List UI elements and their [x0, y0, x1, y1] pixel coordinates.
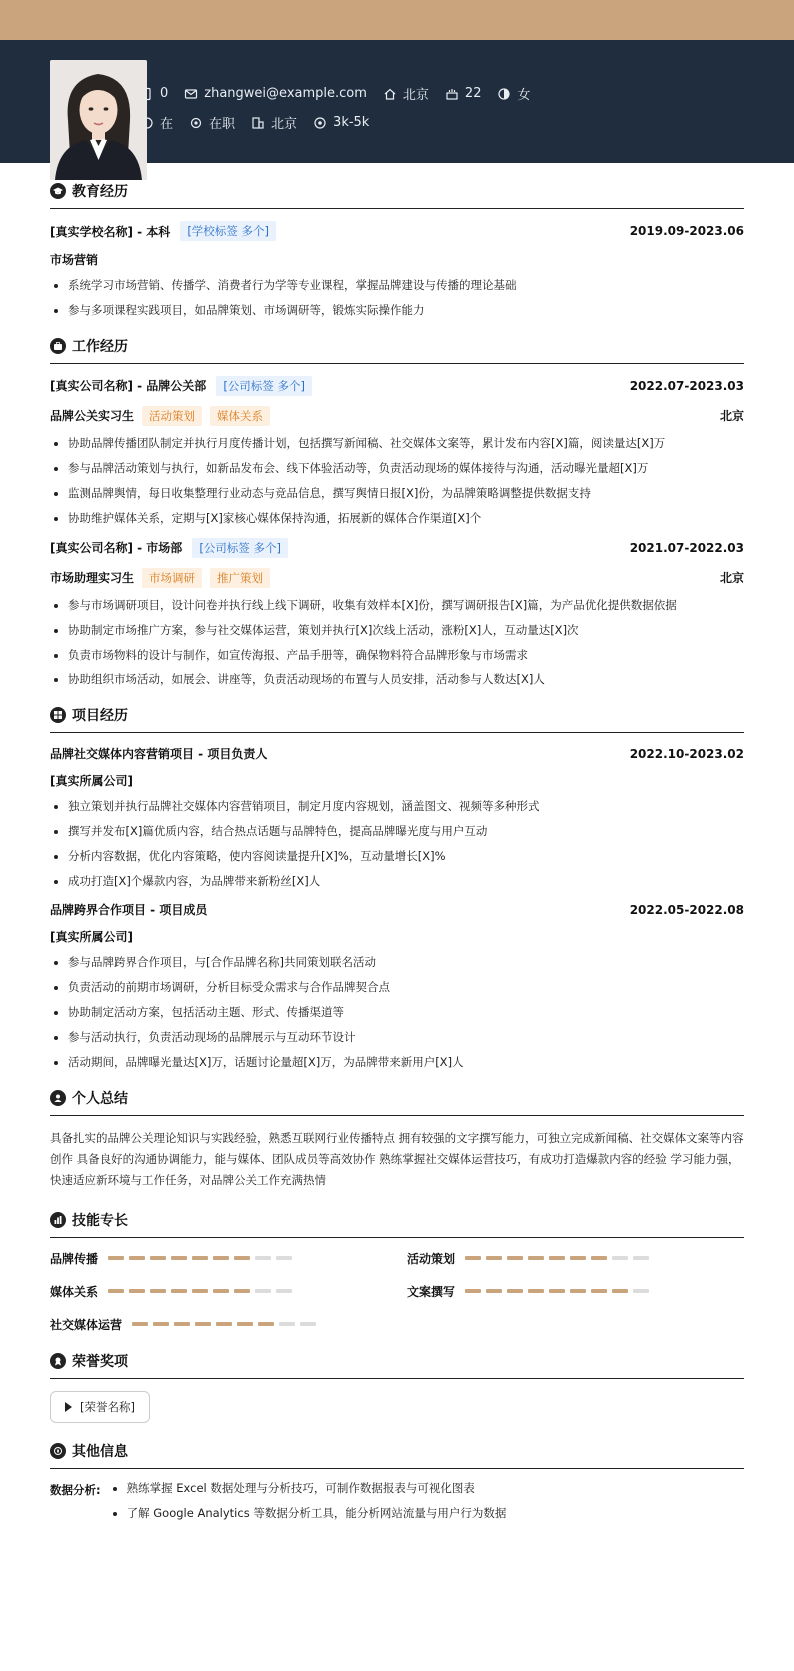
honors-header [50, 1351, 744, 1379]
company-tag: [公司标签 多个] [216, 376, 312, 396]
company-tag: [公司标签 多个] [192, 538, 288, 558]
contact-text: 0 [160, 86, 169, 101]
summary-text: 具备扎实的品牌公关理论知识与实践经验，熟悉互联网行业传播特点 拥有较强的文字撰写能力，可独立完成新闻稿、社交媒体文案等内容创作 具备良好的沟通协调能力，能与媒体、团队成员等高效协作 熟练掌握社交媒体运营技巧，有成功打造爆款内容的经验 学习能力强，快速适应新环境与工作任务，对品牌公关工作充满热情 [50, 1130, 744, 1188]
skill-level-segment [174, 1322, 190, 1326]
job-role-row [50, 406, 744, 426]
education-bullets [50, 278, 744, 318]
skill-name: 品牌传播 [50, 1251, 99, 1266]
skill-level-segment [192, 1256, 208, 1260]
contact-item [189, 113, 235, 132]
work-title: 工作经历 [72, 338, 128, 355]
skill-level-segment [507, 1289, 523, 1293]
job-bullets [50, 436, 744, 526]
education-date: 2019.09-2023.06 [629, 224, 744, 238]
skill-name: 文案撰写 [407, 1284, 456, 1299]
skill-level-bar [465, 1289, 654, 1293]
building-icon [251, 116, 265, 130]
education-title: 教育经历 [72, 184, 128, 200]
grid-icon [50, 707, 66, 723]
job-date: 2021.07-2022.03 [629, 540, 744, 555]
skill-level-segment [276, 1256, 292, 1260]
other-title: 其他信息 [72, 1443, 128, 1460]
list-item: 独立策划并执行品牌社交媒体内容营销项目，制定月度内容规划，涵盖图文、视频等多种形式 [50, 799, 744, 814]
job-company-row [50, 538, 744, 558]
project-company: [真实所属公司] [50, 774, 133, 789]
skill-level-segment [276, 1289, 292, 1293]
other-bullets [109, 1481, 744, 1531]
list-item: 系统学习市场营销、传播学、消费者行为学等专业课程，掌握品牌建设与传播的理论基础 [50, 278, 744, 293]
contact-item [383, 84, 429, 103]
contact-text: 女 [517, 88, 531, 103]
skill-level-segment [213, 1256, 229, 1260]
skill-level-segment [108, 1289, 124, 1293]
job-bullets [50, 598, 744, 688]
skill-level-segment [486, 1256, 502, 1260]
education-major-row [50, 251, 744, 268]
skill-level-segment [507, 1256, 523, 1260]
project-bullets [50, 955, 744, 1070]
skill-level-segment [570, 1256, 586, 1260]
list-item: 监测品牌舆情，每日收集整理行业动态与竞品信息，撰写舆情日报[X]份，为品牌策略调整提供数据支持 [50, 486, 744, 501]
skills-header [50, 1210, 744, 1238]
project-date: 2022.05-2022.08 [629, 902, 744, 917]
skill-name: 活动策划 [407, 1251, 456, 1266]
skills-section [50, 1210, 744, 1333]
skill-level-segment [528, 1256, 544, 1260]
award-icon [50, 1353, 66, 1369]
skill-level-segment [570, 1289, 586, 1293]
skill-level-segment [549, 1256, 565, 1260]
job-date: 2022.07-2023.03 [629, 378, 744, 393]
projects-header [50, 705, 744, 733]
contact-text: 3k-5k [333, 115, 370, 130]
skill-level-segment [150, 1289, 166, 1293]
list-item: 负责市场物料的设计与制作，如宣传海报、产品手册等，确保物料符合品牌形象与市场需求 [50, 648, 744, 663]
education-section [50, 181, 744, 318]
other-info [50, 1481, 744, 1537]
project-name-row [50, 901, 744, 918]
job-entry [50, 376, 744, 526]
skill-level-segment [258, 1322, 274, 1326]
project-name-row [50, 745, 744, 762]
job-role: 品牌公关实习生 [50, 409, 135, 424]
company-name: [真实公司名称] - 品牌公关部 [50, 379, 207, 394]
company-name: [真实公司名称] - 市场部 [50, 541, 183, 556]
contact-item [251, 113, 297, 132]
job-role-row [50, 568, 744, 588]
skill-level-segment [234, 1289, 250, 1293]
list-item: 协助制定市场推广方案，参与社交媒体运营，策划并执行[X]次线上活动，涨粉[X]人，互动量达[X]次 [50, 623, 744, 638]
skill-level-segment [465, 1256, 481, 1260]
skill-level-bar [108, 1289, 297, 1293]
major-name: 市场营销 [50, 253, 99, 267]
skill-level-bar [108, 1256, 297, 1260]
skill-level-segment [633, 1256, 649, 1260]
skill-level-segment [129, 1289, 145, 1293]
skill-level-segment [108, 1256, 124, 1260]
contact-text: 北京 [402, 88, 429, 103]
contact-item [445, 86, 482, 101]
other-header [50, 1441, 744, 1469]
skill-level-segment [234, 1256, 250, 1260]
user-icon [50, 1090, 66, 1106]
header-band [0, 40, 794, 163]
list-item: 撰写并发布[X]篇优质内容，结合热点话题与品牌特色，提高品牌曝光度与用户互动 [50, 824, 744, 839]
education-header [50, 181, 744, 209]
salary-icon [313, 116, 327, 130]
list-item: 参与品牌跨界合作项目，与[合作品牌名称]共同策划联名活动 [50, 955, 744, 970]
contact-line-1 [140, 84, 546, 103]
work-section [50, 336, 744, 688]
list-item: 参与多项课程实践项目，如品牌策划、市场调研等，锻炼实际操作能力 [50, 303, 744, 318]
briefcase-icon [50, 338, 66, 354]
list-item: 参与活动执行，负责活动现场的品牌展示与互动环节设计 [50, 1030, 744, 1045]
skill-level-segment [153, 1322, 169, 1326]
project-name: 品牌跨界合作项目 - 项目成员 [50, 903, 208, 918]
project-entry [50, 745, 744, 889]
other-section [50, 1441, 744, 1537]
skill-item [407, 1250, 744, 1267]
top-accent-bar [0, 0, 794, 40]
skill-level-segment [279, 1322, 295, 1326]
honors-title: 荣誉奖项 [72, 1353, 128, 1370]
skill-level-segment [528, 1289, 544, 1293]
graduation-cap-icon [50, 183, 66, 199]
list-item: 负责活动的前期市场调研，分析目标受众需求与合作品牌契合点 [50, 980, 744, 995]
summary-header [50, 1088, 744, 1116]
home-icon [383, 87, 397, 101]
list-item: 分析内容数据，优化内容策略，使内容阅读量提升[X]%，互动量增长[X]% [50, 849, 744, 864]
skill-item [50, 1250, 387, 1267]
gender-icon [497, 87, 511, 101]
contact-text: 22 [464, 86, 482, 101]
skill-level-segment [612, 1289, 628, 1293]
age-icon [445, 87, 459, 101]
list-item: 参与品牌活动策划与执行，如新品发布会、线下体验活动等，负责活动现场的媒体接待与沟通，活动曝光量超[X]万 [50, 461, 744, 476]
skill-level-segment [150, 1256, 166, 1260]
skill-level-segment [192, 1289, 208, 1293]
project-company: [真实所属公司] [50, 930, 133, 945]
list-item: 了解 Google Analytics 等数据分析工具，能分析网站流量与用户行为数据 [109, 1506, 744, 1521]
job-entry [50, 538, 744, 688]
project-date: 2022.10-2023.02 [629, 746, 744, 761]
list-item: 活动期间，品牌曝光量达[X]万，话题讨论量超[X]万，为品牌带来新用户[X]人 [50, 1055, 744, 1070]
list-item: 熟练掌握 Excel 数据处理与分析技巧，可制作数据报表与可视化图表 [109, 1481, 744, 1496]
contact-line-2 [140, 113, 385, 132]
projects-section [50, 705, 744, 1069]
compass-icon [50, 1443, 66, 1459]
mail-icon [184, 87, 198, 101]
list-item: 成功打造[X]个爆款内容，为品牌带来新粉丝[X]人 [50, 874, 744, 889]
skill-level-segment [300, 1322, 316, 1326]
skills-grid [50, 1250, 744, 1333]
skills-title: 技能专长 [72, 1212, 128, 1229]
project-bullets [50, 799, 744, 889]
contact-text: zhangwei@example.com [204, 86, 367, 101]
education-school-row [50, 221, 744, 241]
project-name: 品牌社交媒体内容营销项目 - 项目负责人 [50, 747, 268, 762]
skill-level-segment [255, 1256, 271, 1260]
project-company-row [50, 928, 744, 945]
skill-level-segment [171, 1256, 187, 1260]
contact-item [184, 86, 367, 101]
skill-level-segment [213, 1289, 229, 1293]
job-company-row [50, 376, 744, 396]
skill-level-segment [591, 1289, 607, 1293]
role-tag: 推广策划 [210, 568, 270, 588]
skill-name: 社交媒体运营 [50, 1317, 123, 1332]
role-tag: 活动策划 [142, 406, 202, 426]
skill-level-segment [549, 1289, 565, 1293]
projects-title: 项目经历 [72, 708, 128, 725]
list-item: 协助维护媒体关系，定期与[X]家核心媒体保持沟通，拓展新的媒体合作渠道[X]个 [50, 511, 744, 526]
bar-chart-icon [50, 1212, 66, 1228]
skill-level-segment [216, 1322, 232, 1326]
contact-item [497, 84, 530, 103]
skill-item [407, 1283, 744, 1300]
job-city: 北京 [719, 571, 744, 586]
skill-item [50, 1316, 387, 1333]
project-entry [50, 901, 744, 1070]
skill-level-bar [465, 1256, 654, 1260]
summary-section [50, 1088, 744, 1192]
skill-level-bar [132, 1322, 321, 1326]
skill-level-segment [465, 1289, 481, 1293]
role-tag: 市场调研 [142, 568, 202, 588]
skill-level-segment [486, 1289, 502, 1293]
skill-level-segment [591, 1256, 607, 1260]
skill-level-segment [255, 1289, 271, 1293]
skill-level-segment [132, 1322, 148, 1326]
contact-item [313, 115, 369, 130]
avatar [50, 60, 147, 180]
list-item: 协助品牌传播团队制定并执行月度传播计划，包括撰写新闻稿、社交媒体文案等，累计发布内容[X]篇，阅读量达[X]万 [50, 436, 744, 451]
job-city: 北京 [719, 409, 744, 424]
skill-level-segment [129, 1256, 145, 1260]
skill-level-segment [237, 1322, 253, 1326]
contact-text: 北京 [271, 117, 298, 132]
summary-title: 个人总结 [72, 1090, 128, 1107]
work-header [50, 336, 744, 364]
skill-level-segment [171, 1289, 187, 1293]
honor-item[interactable] [50, 1391, 150, 1423]
skill-level-segment [612, 1256, 628, 1260]
play-triangle-icon [65, 1402, 72, 1412]
role-tag: 媒体关系 [210, 406, 270, 426]
contact-text: 在职 [209, 117, 236, 132]
list-item: 协助制定活动方案，包括活动主题、形式、传播渠道等 [50, 1005, 744, 1020]
other-label: 数据分析: [50, 1482, 101, 1497]
school-tag: [学校标签 多个] [180, 221, 276, 241]
skill-level-segment [195, 1322, 211, 1326]
contact-text: 在 [160, 117, 174, 132]
project-company-row [50, 772, 744, 789]
list-item: 参与市场调研项目，设计问卷并执行线上线下调研，收集有效样本[X]份，撰写调研报告[X]篇，为产品优化提供数据依据 [50, 598, 744, 613]
honor-name: [荣誉名称] [80, 1399, 135, 1414]
job-role: 市场助理实习生 [50, 571, 135, 586]
skill-name: 媒体关系 [50, 1284, 99, 1299]
school-name: [真实学校名称] - 本科 [50, 224, 171, 239]
skill-level-segment [633, 1289, 649, 1293]
list-item: 协助组织市场活动，如展会、讲座等，负责活动现场的布置与人员安排，活动参与人数达[X]人 [50, 672, 744, 687]
work-status-icon [189, 116, 203, 130]
honors-section [50, 1351, 744, 1423]
skill-item [50, 1283, 387, 1300]
